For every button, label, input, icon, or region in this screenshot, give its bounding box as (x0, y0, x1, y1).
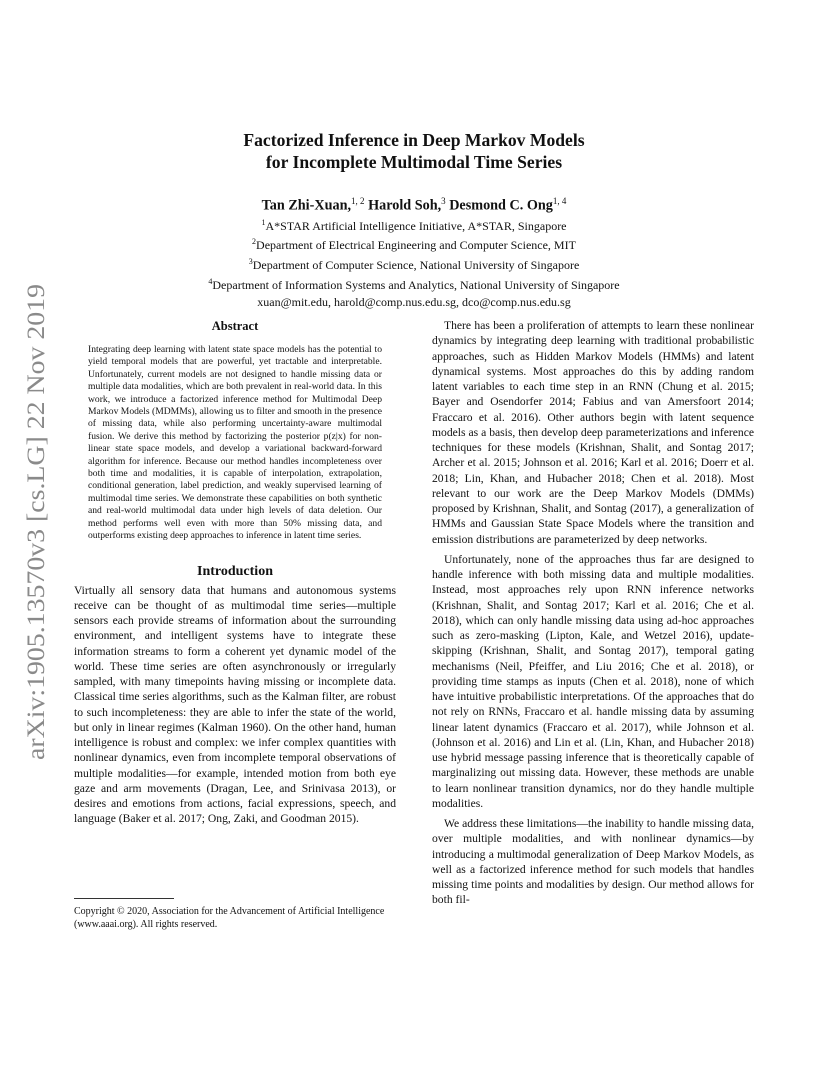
left-column (74, 318, 396, 827)
author-list (74, 192, 754, 215)
affiliation-text: Department of Computer Science, National University of Singapore (252, 258, 580, 273)
abstract-text: Integrating deep learning with latent state space models has the potential to yield temporal models that are powerful, yet tractable and interpretable. Unfortunately, current models are not designed to handle missing data or multiple data modalities, which are both prevalent in real-world data. In this work, we introduce a factorized inference method for Multimodal Deep Markov Models (MDMMs), allowing us to filter and smooth in the presence of missing data, while also performing uncertainty-aware multimodal fusion. We derive this method by factorizing the posterior p(z|x) for non-linear state space models, and develop a variational backward-forward algorithm for inference. Because our method handles incompleteness over both time and modalities, it is capable of interpolation, extrapolation, conditional generation, label prediction, and weakly supervised learning of multimodal time series. We demonstrate these capabilities on both synthetic and real-world multimodal data under high levels of data deletion. Our method performs well even with more than 50% missing data, and outperforms existing deep approaches to inference in latent time series. (88, 344, 382, 542)
author-name: Desmond C. Ong (449, 197, 553, 214)
affiliation-text: Department of Information Systems and Analytics, National University of Singapore (212, 277, 620, 292)
affiliation (74, 274, 754, 294)
body-paragraph: There has been a proliferation of attempts to learn these nonlinear dynamics by integrating deep learning with traditional probabilistic approaches, such as Hidden Markov Models (HMMs) and latent dynamical systems. Most approaches do this by adding random latent variables to each time step in an RNN (Chung et al. 2015; Bayer and Osendorfer 2014; Fabius and van Amersfoort 2014; Fraccaro et al. 2016). Other authors begin with latent sequence models as a basis, then develop deep parameterizations and inference techniques for these models (Krishnan, Shalit, and Sontag 2017; Archer et al. 2015; Johnson et al. 2016; Karl et al. 2016; Doerr et al. 2018; Lin, Khan, and Hubacher 2018; Chen et al. 2018). Most relevant to our work are the Deep Markov Models (DMMs) proposed by Krishnan, Shalit, and Sontag (2017), a generalization of HMMs and Gaussian State Space Models where the transition and emission distributions are parameterized by deep networks. (432, 319, 754, 546)
author-affil-sup: 3 (441, 196, 446, 206)
paper-header (74, 130, 754, 310)
copyright-text: Copyright © 2020, Association for the Advancement of Artificial Intelligence (www.aaai.org). All rights reserved. (74, 906, 385, 930)
affiliation (74, 234, 754, 254)
right-column (432, 318, 754, 908)
author-affil-sup: 1, 4 (552, 196, 567, 206)
arxiv-stamp-svg (4, 282, 60, 762)
body-paragraph: We address these limitations—the inability to handle missing data, over multiple modalities, and with nonlinear dynamics—by introducing a multimodal generalization of Deep Markov Models, as well as a factorized inference method for such models that handles missing time points and modalities by design. Our method allows for both fil- (432, 817, 754, 907)
copyright-footnote (74, 898, 396, 931)
affiliation-sup: 4 (208, 276, 213, 286)
affiliation (74, 254, 754, 274)
affiliation (74, 215, 754, 235)
title-line-1: Factorized Inference in Deep Markov Models (243, 130, 585, 150)
affiliation-text: A*STAR Artificial Intelligence Initiative, A*STAR, Singapore (265, 218, 567, 233)
author-name: Harold Soh, (368, 197, 442, 214)
arxiv-stamp (4, 282, 60, 762)
paper-title (74, 130, 754, 173)
affiliation-sup: 2 (252, 237, 257, 247)
abstract-heading: Abstract (211, 319, 259, 333)
affiliation-sup: 3 (248, 257, 253, 267)
affiliation-sup: 1 (261, 217, 266, 227)
introduction-heading: Introduction (197, 563, 273, 579)
footnote-rule (74, 898, 174, 899)
title-line-2: for Incomplete Multimodal Time Series (265, 151, 563, 172)
author-emails: xuan@mit.edu, harold@comp.nus.edu.sg, dco@comp.nus.edu.sg (257, 294, 571, 309)
body-paragraph: Unfortunately, none of the approaches thus far are designed to handle inference with both missing data and multiple modalities. Instead, most approaches rely upon RNN inference networks (Krishnan, Shalit, and Sontag 2017; Karl et al. 2016; Che et al. 2018), which can only handle missing data using ad-hoc approaches such as zero-masking (Lipton, Kale, and Wetzel 2016), update-skipping (Krishnan, Shalit, and Sontag 2017), temporal gating mechanisms (Neil, Pfeiffer, and Liu 2016; Che et al. 2018), or providing time stamps as inputs (Chen et al. 2018), none of which have intuitive probabilistic interpretations. Of the approaches that do not rely on RNNs, Fraccaro et al. handle missing data by assuming linear latent dynamics (Fraccaro et al. 2017), while Johnson et al. (Johnson et al. 2016) and Lin et al. (Lin, Khan, and Hubacher 2018) use hybrid message passing inference that is theoretically capable of marginalizing out missing data. However, these methods are unable to learn nonlinear transition dynamics, nor do they handle multiple modalities. (432, 552, 754, 810)
author-affil-sup: 1, 2 (351, 196, 365, 206)
introduction-paragraph: Virtually all sensory data that humans and autonomous systems receive can be thought of as multimodal time series—multiple sensors each provide streams of information about the surrounding environment, and intelligent systems have to integrate these information streams to form a coherent yet dynamic model of the world. These time series are often asynchronously or irregularly sampled, with many timepoints having missing or incomplete data. Classical time series algorithms, such as the Kalman filter, are robust to such incompleteness: they are able to infer the state of the world, but only in linear regimes (Kalman 1960). On the other hand, human intelligence is robust and complex: we infer complex quantities with nonlinear dynamics, even from incomplete temporal observations of multiple modalities—for example, intended motion from both eye gaze and arm movements (Dragan, Lee, and Srinivasa 2013), or desires and emotions from actions, facial expressions, speech, and language (Baker et al. 2017; Ong, Zaki, and Goodman 2015). (74, 583, 396, 826)
arxiv-stamp-text: arXiv:1905.13570v3 [cs.LG] 22 Nov 2019 (23, 332, 50, 760)
author-name: Tan Zhi-Xuan, (261, 197, 352, 214)
affiliation-text: Department of Electrical Engineering and Computer Science, MIT (256, 238, 576, 253)
